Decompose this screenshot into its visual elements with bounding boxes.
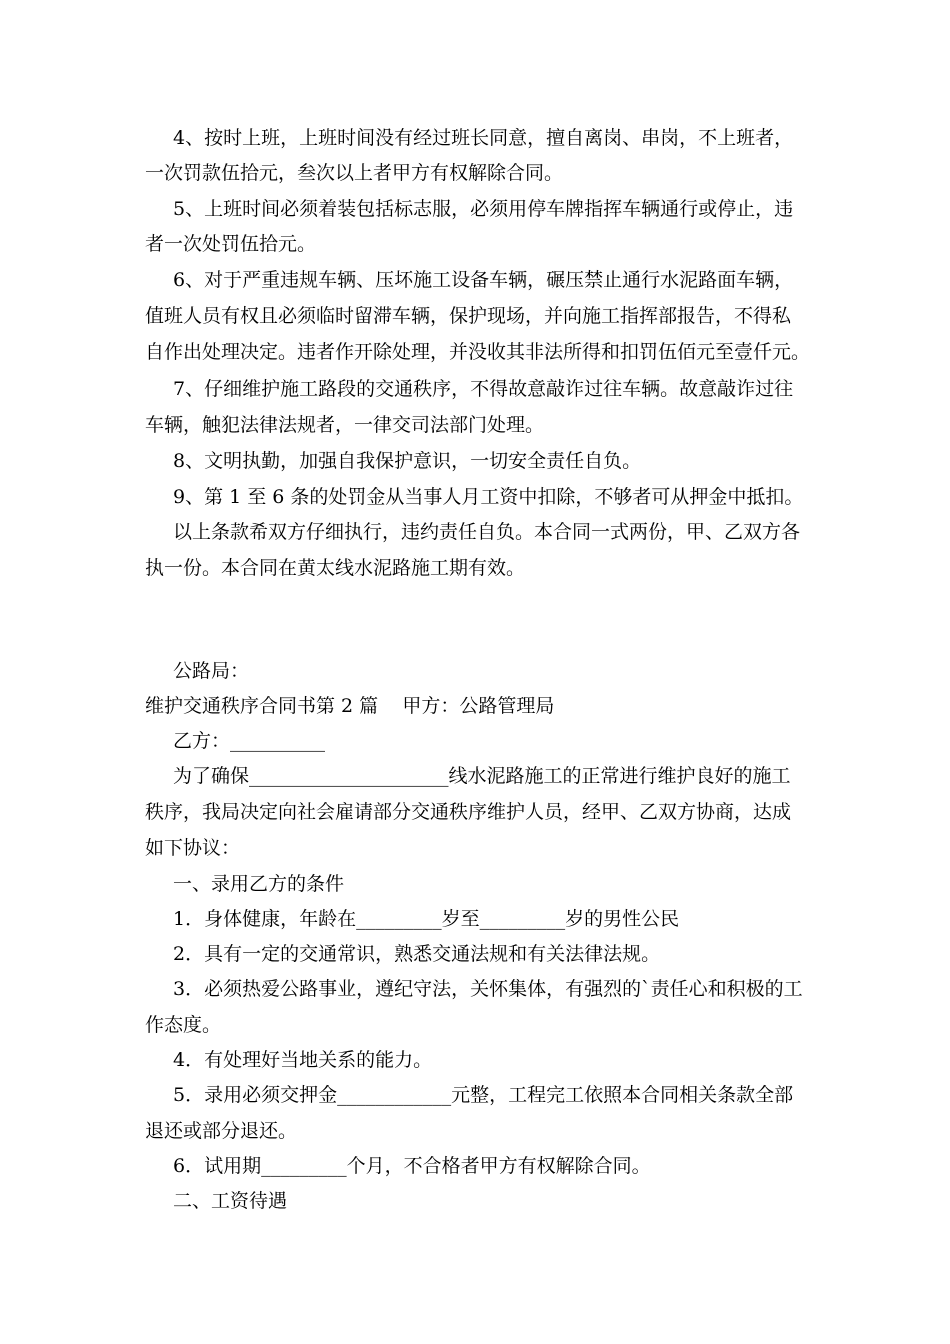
party-b-line: 乙方：__________ (173, 730, 326, 752)
part-2-title: 二、工资待遇 (173, 1190, 288, 1212)
requirement-6: 6．试用期_________个月，不合格者甲方有权解除合同。 (173, 1155, 651, 1177)
requirement-5-line-1: 5．录用必须交押金____________元整，工程完工依照本合同相关条款全部 (173, 1084, 794, 1106)
section-2-heading: 维护交通秩序合同书第 2 篇 甲方：公路管理局 (145, 695, 555, 717)
item-9: 9、第 1 至 6 条的处罚金从当事人月工资中扣除，不够者可从押金中抵扣。 (173, 486, 804, 508)
item-6-line-3: 自作出处理决定。违者作开除处理，并没收其非法所得和扣罚伍佰元至壹仟元。 (145, 341, 811, 363)
closing-line-1: 以上条款希双方仔细执行，违约责任自负。本合同一式两份，甲、乙双方各 (173, 521, 801, 543)
item-4-line-1: 4、按时上班，上班时间没有经过班长同意，擅自离岗、串岗，不上班者， (173, 127, 794, 149)
requirement-3-line-1: 3．必须热爱公路事业，遵纪守法，关怀集体，有强烈的`责任心和积极的工 (173, 978, 803, 1000)
item-4-line-2: 一次罚款伍拾元，叁次以上者甲方有权解除合同。 (145, 162, 564, 184)
closing-line-2: 执一份。本合同在黄太线水泥路施工期有效。 (145, 557, 526, 579)
intro-line-2: 秩序，我局决定向社会雇请部分交通秩序维护人员，经甲、乙双方协商，达成 (145, 801, 792, 823)
intro-line-3: 如下协议： (145, 837, 241, 859)
item-5-line-2: 者一次处罚伍拾元。 (145, 233, 317, 255)
requirement-3-line-2: 作态度。 (145, 1014, 222, 1036)
requirement-5-line-2: 退还或部分退还。 (145, 1120, 298, 1142)
requirement-1: 1．身体健康，年龄在_________岁至_________岁的男性公民 (173, 908, 680, 930)
part-1-title: 一、录用乙方的条件 (173, 873, 345, 895)
item-7-line-1: 7、仔细维护施工路段的交通秩序，不得故意敲诈过往车辆。故意敲诈过往 (173, 378, 794, 400)
requirement-4: 4．有处理好当地关系的能力。 (173, 1049, 433, 1071)
item-6-line-2: 值班人员有权且必须临时留滞车辆，保护现场，并向施工指挥部报告，不得私 (145, 305, 792, 327)
item-8: 8、文明执勤，加强自我保护意识，一切安全责任自负。 (173, 450, 642, 472)
requirement-2: 2．具有一定的交通常识，熟悉交通法规和有关法律法规。 (173, 943, 661, 965)
item-7-line-2: 车辆，触犯法律法规者，一律交司法部门处理。 (145, 414, 545, 436)
intro-line-1: 为了确保_____________________线水泥路施工的正常进行维护良好的施工 (173, 765, 791, 787)
signature-line: 公路局： (173, 660, 250, 682)
item-5-line-1: 5、上班时间必须着装包括标志服，必须用停车牌指挥车辆通行或停止，违 (173, 198, 794, 220)
item-6-line-1: 6、对于严重违规车辆、压坏施工设备车辆，碾压禁止通行水泥路面车辆， (173, 269, 794, 291)
